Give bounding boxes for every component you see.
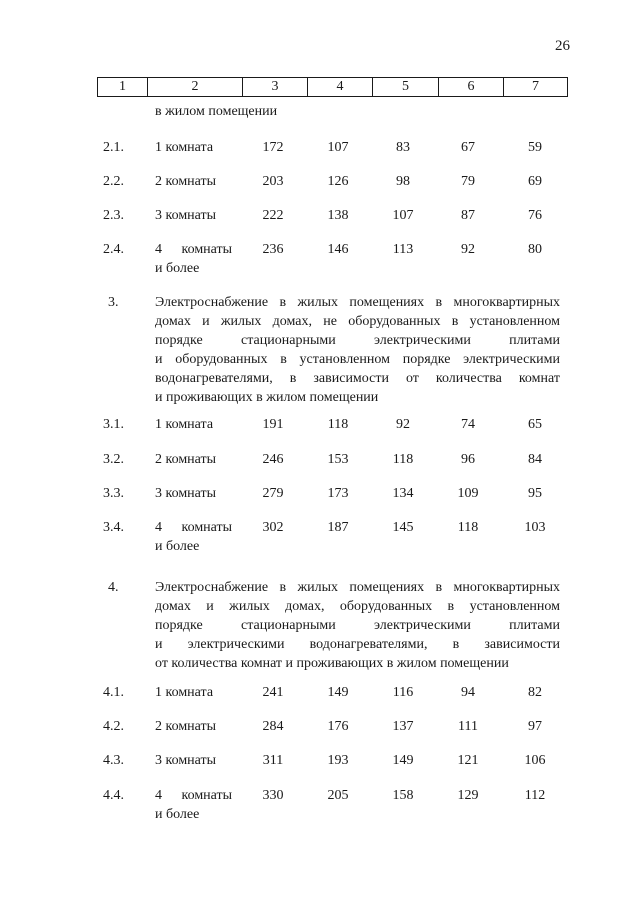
row-number: 4.4. [103, 788, 124, 803]
row-number: 3.4. [103, 520, 124, 535]
row-label-continuation: и более [155, 261, 200, 276]
row-value-col-3: 279 [262, 486, 284, 501]
row-label: 3 комнаты [155, 753, 217, 768]
row-value-col-5: 113 [392, 242, 414, 257]
row-value-col-4: 126 [327, 174, 349, 189]
row-value-col-6: 111 [458, 719, 478, 734]
row-value-col-5: 92 [396, 417, 410, 432]
section-4-line: домах и жилых домах, оборудованных в установленном [155, 599, 560, 614]
row-value-col-5: 137 [392, 719, 414, 734]
row-label: 3 комнаты [155, 486, 217, 501]
section-3-line: водонагревателями, в зависимости от количества комнат [155, 371, 560, 386]
row-value-col-7: 103 [524, 520, 546, 535]
section-4-line: порядке стационарными электрическими плитами [155, 618, 560, 633]
row-label-continuation: и более [155, 539, 200, 554]
row-value-col-6: 67 [461, 140, 475, 155]
row-value-col-5: 118 [392, 452, 414, 467]
row-label: 4 комнаты [155, 242, 233, 257]
row-value-col-7: 84 [528, 452, 542, 467]
row-value-col-5: 145 [392, 520, 414, 535]
row-number: 2.4. [103, 242, 124, 257]
row-value-col-5: 158 [392, 788, 414, 803]
page-number: 26 [555, 38, 570, 54]
row-value-col-5: 98 [396, 174, 410, 189]
row-number: 2.2. [103, 174, 124, 189]
row-label: 3 комнаты [155, 208, 217, 223]
row-value-col-6: 96 [461, 452, 475, 467]
table-header [97, 77, 568, 97]
row-number: 2.3. [103, 208, 124, 223]
row-value-col-5: 134 [392, 486, 414, 501]
row-value-col-7: 59 [528, 140, 542, 155]
row-value-col-3: 302 [262, 520, 284, 535]
row-value-col-7: 106 [524, 753, 546, 768]
section-3-line: и оборудованных в установленном порядке электрическими [155, 352, 560, 367]
row-number: 2.1. [103, 140, 124, 155]
row-value-col-5: 107 [392, 208, 414, 223]
row-value-col-4: 107 [327, 140, 349, 155]
row-value-col-4: 118 [327, 417, 349, 432]
row-label-continuation: и более [155, 807, 200, 822]
row-value-col-4: 176 [327, 719, 349, 734]
row-label: 4 комнаты [155, 520, 233, 535]
header-col-6: 6 [438, 78, 503, 96]
row-value-col-4: 138 [327, 208, 349, 223]
row-value-col-4: 187 [327, 520, 349, 535]
row-value-col-7: 65 [528, 417, 542, 432]
section-4-line: от количества комнат и проживающих в жилом помещении [155, 656, 509, 671]
row-value-col-5: 83 [396, 140, 410, 155]
row-value-col-3: 330 [262, 788, 284, 803]
row-value-col-3: 172 [262, 140, 284, 155]
section-3-number: 3. [108, 295, 119, 310]
row-value-col-5: 149 [392, 753, 414, 768]
row-number: 4.3. [103, 753, 124, 768]
row-value-col-4: 173 [327, 486, 349, 501]
header-col-3: 3 [242, 78, 307, 96]
row-value-col-6: 121 [457, 753, 479, 768]
row-value-col-3: 284 [262, 719, 284, 734]
header-col-4: 4 [307, 78, 372, 96]
row-value-col-3: 222 [262, 208, 284, 223]
section-3-line: и проживающих в жилом помещении [155, 390, 379, 405]
section-4-description [155, 578, 560, 673]
section-3-line: порядке стационарными электрическими плитами [155, 333, 560, 348]
row-value-col-6: 94 [461, 685, 475, 700]
row-value-col-7: 82 [528, 685, 542, 700]
row-number: 4.2. [103, 719, 124, 734]
row-value-col-7: 80 [528, 242, 542, 257]
row-value-col-7: 112 [524, 788, 546, 803]
section-3-line: Электроснабжение в жилых помещениях в многоквартирных [155, 295, 560, 310]
row-label: 2 комнаты [155, 174, 217, 189]
row-value-col-6: 92 [461, 242, 475, 257]
row-value-col-3: 311 [262, 753, 284, 768]
header-col-2: 2 [147, 78, 242, 96]
row-value-col-4: 153 [327, 452, 349, 467]
row-value-col-6: 79 [461, 174, 475, 189]
row-value-col-3: 241 [262, 685, 284, 700]
row-label: 1 комната [155, 417, 214, 432]
row-label: 4 комнаты [155, 788, 233, 803]
row-value-col-6: 87 [461, 208, 475, 223]
row-value-col-3: 191 [262, 417, 284, 432]
row-value-col-7: 69 [528, 174, 542, 189]
row-label: 2 комнаты [155, 452, 217, 467]
row-label: 1 комната [155, 685, 214, 700]
row-number: 4.1. [103, 685, 124, 700]
row-value-col-7: 76 [528, 208, 542, 223]
section-3-line: домах и жилых домах, не оборудованных в установленном [155, 314, 560, 329]
section-4-line: Электроснабжение в жилых помещениях в многоквартирных [155, 580, 560, 595]
row-label: 1 комната [155, 140, 214, 155]
row-value-col-3: 236 [262, 242, 284, 257]
row-value-col-6: 118 [457, 520, 479, 535]
row-number: 3.3. [103, 486, 124, 501]
row-value-col-6: 129 [457, 788, 479, 803]
row-value-col-3: 203 [262, 174, 284, 189]
row-value-col-7: 97 [528, 719, 542, 734]
row-value-col-5: 116 [392, 685, 414, 700]
row-value-col-4: 205 [327, 788, 349, 803]
row-value-col-7: 95 [528, 486, 542, 501]
row-value-col-4: 193 [327, 753, 349, 768]
row-value-col-6: 74 [461, 417, 475, 432]
row-number: 3.1. [103, 417, 124, 432]
header-col-1: 1 [97, 78, 147, 96]
row-value-col-6: 109 [457, 486, 479, 501]
row-label: 2 комнаты [155, 719, 217, 734]
continuation-text: в жилом помещении [155, 104, 278, 119]
section-3-description [155, 293, 560, 407]
header-col-5: 5 [372, 78, 438, 96]
section-4-number: 4. [108, 580, 119, 595]
row-number: 3.2. [103, 452, 124, 467]
row-value-col-3: 246 [262, 452, 284, 467]
row-value-col-4: 146 [327, 242, 349, 257]
section-4-line: и электрическими водонагревателями, в зависимости [155, 637, 560, 652]
header-col-7: 7 [503, 78, 568, 96]
row-value-col-4: 149 [327, 685, 349, 700]
